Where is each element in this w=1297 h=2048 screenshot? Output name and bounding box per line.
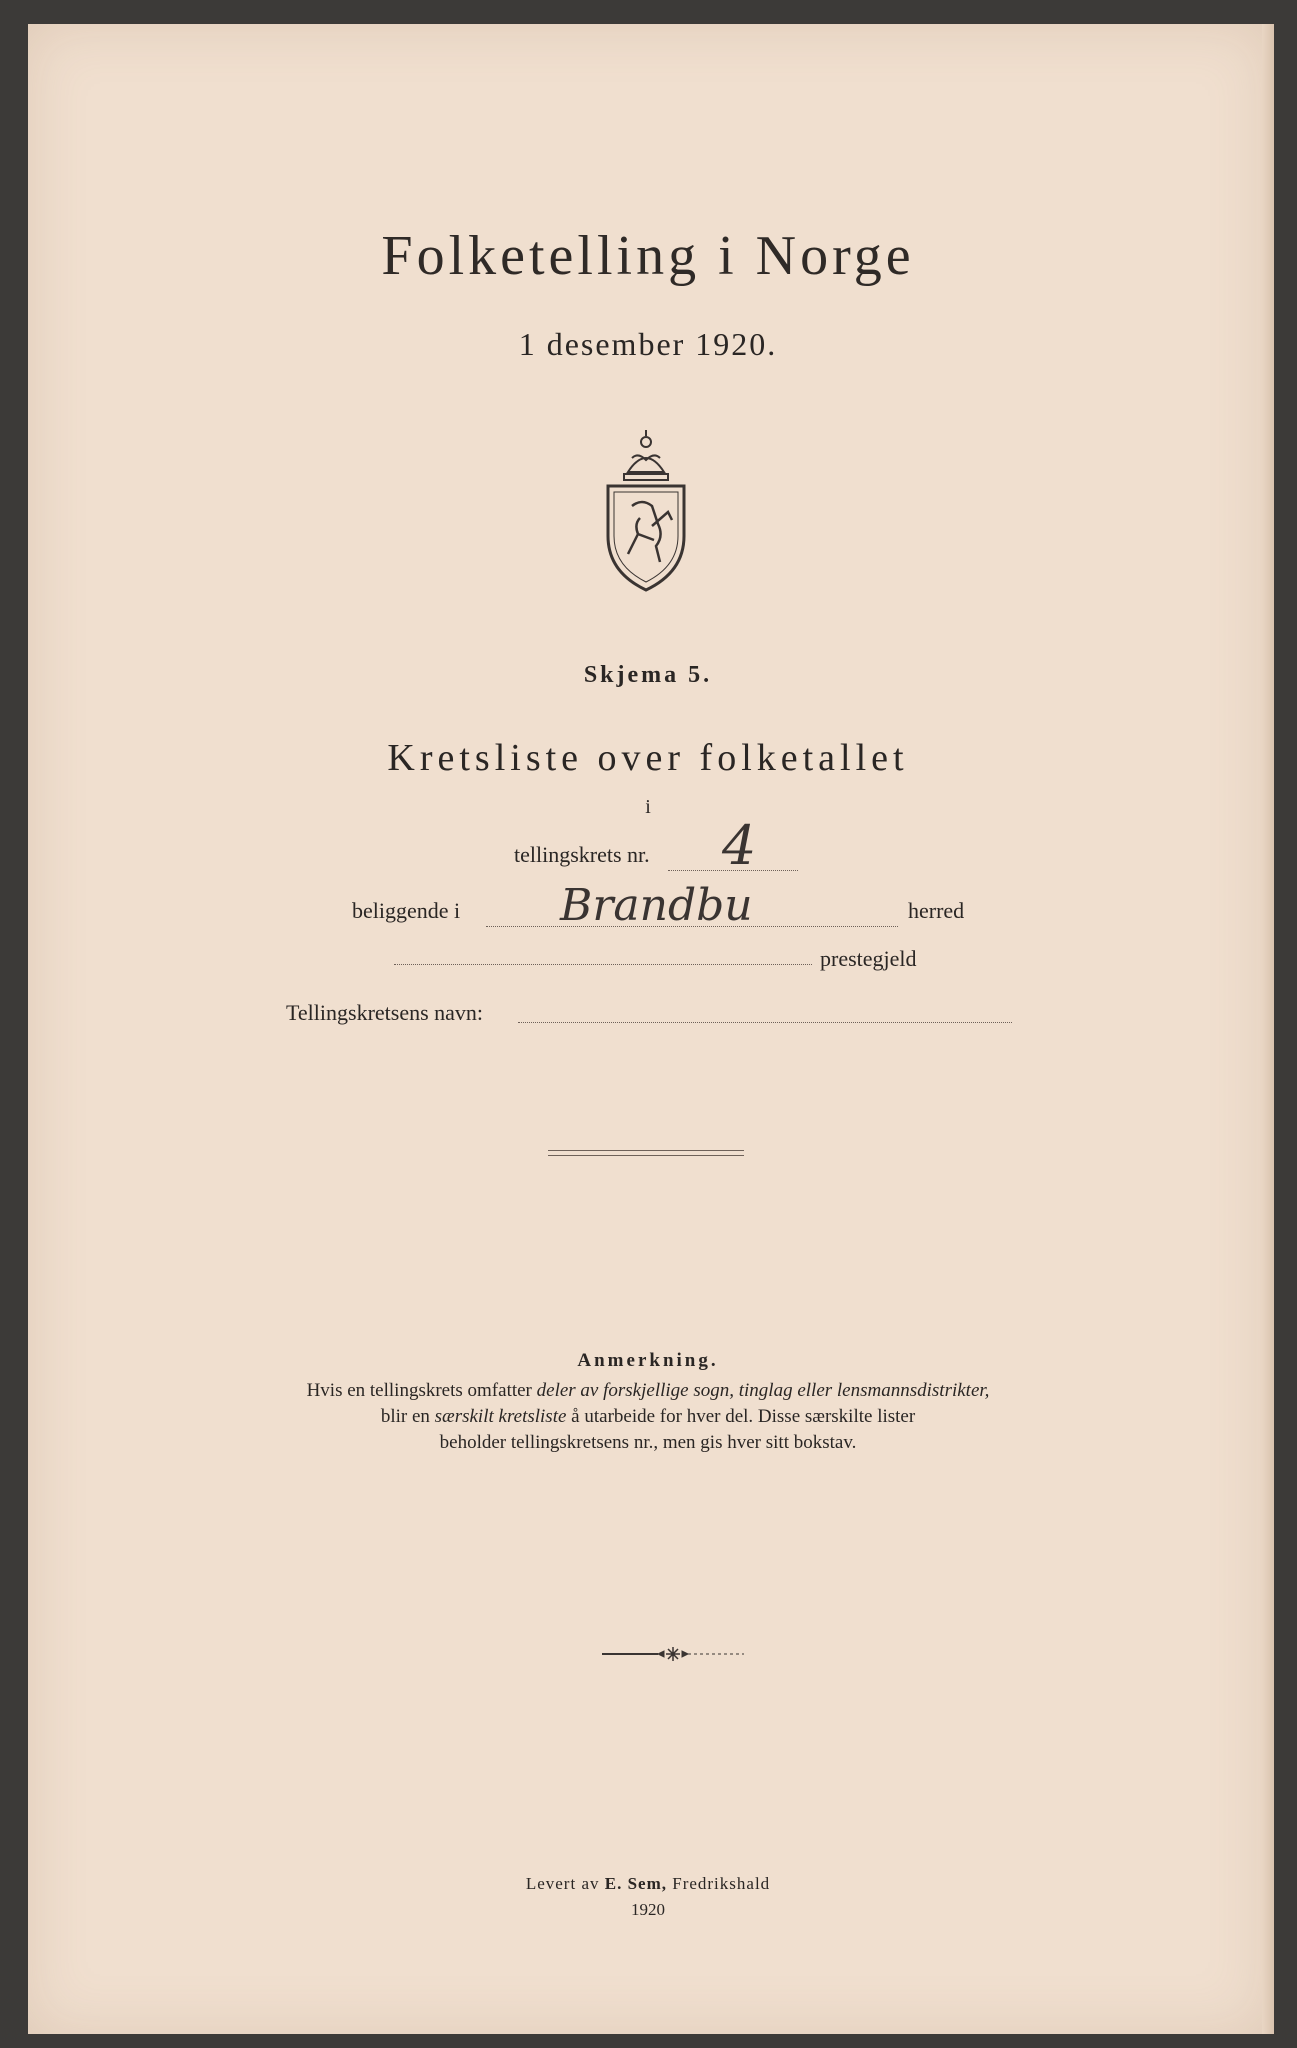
printer-name: E. Sem, [604,1874,667,1893]
district-name-line [518,1022,1012,1023]
ornament-divider-icon [598,1644,748,1664]
municipality-value: Brandbu [560,880,753,931]
printer-prefix: Levert av [525,1874,605,1893]
note-line-1 [28,1378,1268,1403]
connector-word: i [645,796,651,818]
section-divider [548,1150,744,1156]
document-title: Folketelling i Norge [381,225,915,287]
located-in-label: beliggende i [352,898,461,923]
print-year: 1920 [631,1900,665,1919]
census-form-page [28,24,1268,2034]
note-line-3: beholder tellingskretsens nr., men gis hver sitt bokstav. [439,1432,857,1453]
district-number-label: tellingskrets nr. [514,842,650,867]
printer-credit [28,1874,1268,1894]
herred-label: herred [908,898,965,923]
prestegjeld-label: prestegjeld [820,946,917,971]
parish-line [394,964,812,965]
note-line-2-text-a: blir en [380,1406,435,1427]
district-number-value: 4 [722,814,757,877]
note-line-1-emphasis: deler av forskjellige sogn, tinglag eller lensmannsdistrikter, [536,1380,990,1401]
schema-number: Skjema 5. [583,662,713,688]
printer-place: Fredrikshald [666,1874,771,1893]
note-line-2 [28,1404,1268,1429]
note-line-2-emphasis: særskilt kretsliste [434,1406,567,1427]
note-line-1-text: Hvis en tellingskrets omfatter [306,1380,537,1401]
district-name-label: Tellingskretsens navn: [286,1000,484,1025]
norwegian-coat-of-arms-icon [598,424,694,592]
note-title: Anmerkning. [577,1350,719,1371]
census-date: 1 desember 1920. [518,326,778,362]
note-line-2-text-b: å utarbeide for hver del. Disse særskilte lister [566,1406,916,1427]
form-heading: Kretsliste over folketallet [387,737,909,779]
